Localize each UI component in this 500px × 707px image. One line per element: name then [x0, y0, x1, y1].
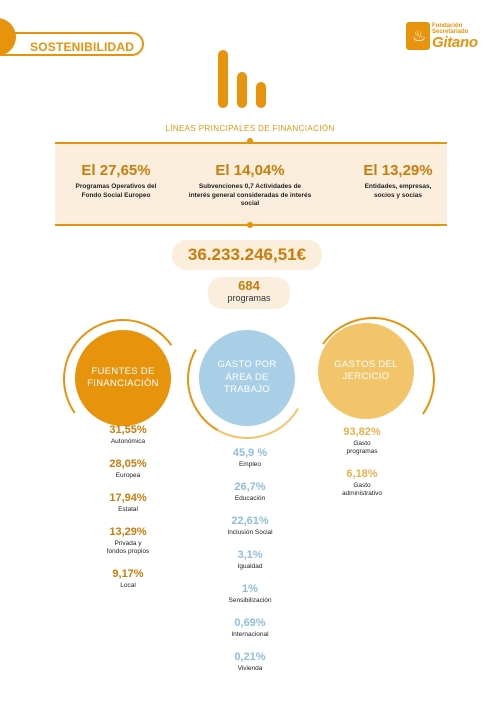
financing-item: El 14,04% Subvenciones 0,7 Actividades de interés general consideradas de interés social	[188, 162, 312, 207]
circle-spending-area: GASTO POR ÁREA DE TRABAJO	[199, 330, 295, 426]
list-item: 0,21% Vivienda	[234, 651, 266, 672]
list-item: 31,55% Autonómica	[109, 424, 147, 445]
circle-year-expenses: GASTOS DEL JERCICIO	[318, 323, 414, 419]
list-item: 6,18% Gasto administrativo	[341, 468, 383, 497]
total-amount: 36.233.246,51€	[187, 245, 307, 264]
list-item: 93,82% Gasto programas	[343, 426, 381, 455]
list-item: 26,7% Educación	[234, 481, 266, 502]
logo-name: Gitano	[432, 34, 478, 51]
list-item: 28,05% Europea	[109, 458, 147, 479]
areas-list	[195, 447, 305, 685]
connector-dot-bottom	[247, 222, 253, 228]
total-amount-pill	[172, 240, 322, 270]
financing-item: El 13,29% Entidades, empresas, socios y socias	[363, 162, 433, 199]
list-item: 17,94% Estatal	[109, 492, 147, 513]
sources-list	[73, 424, 183, 602]
list-item: 3,1% Igualdad	[237, 549, 263, 570]
programs-count: 684	[238, 278, 260, 293]
list-item: 9,17% Local	[112, 568, 144, 589]
expenses-list	[307, 426, 417, 510]
band-top-line	[55, 142, 447, 144]
programs-pill	[208, 277, 290, 309]
circle-financing-sources: FUENTES DE FINANCIACIÓN	[75, 330, 171, 426]
logo	[406, 22, 476, 50]
section-title: SOSTENIBILIDAD	[30, 40, 135, 54]
list-item: 1% Sensibilización	[228, 583, 272, 604]
programs-label: programas	[227, 293, 271, 303]
flame-icon: ♨	[406, 22, 430, 50]
list-item: 22,61% Inclusión Social	[227, 515, 273, 536]
logo-subtitle: Fundación Secretariado	[432, 23, 469, 35]
financing-item: El 27,65% Programas Operativos del Fondo Social Europeo	[75, 162, 157, 199]
list-item: 45,9 % Empleo	[232, 447, 268, 468]
list-item: 13,29% Privada y fondos propios	[106, 526, 150, 555]
list-item: 0,69% Internacional	[231, 617, 269, 638]
financing-title: LÍNEAS PRINCIPALES DE FINANCIACIÓN	[165, 124, 335, 133]
